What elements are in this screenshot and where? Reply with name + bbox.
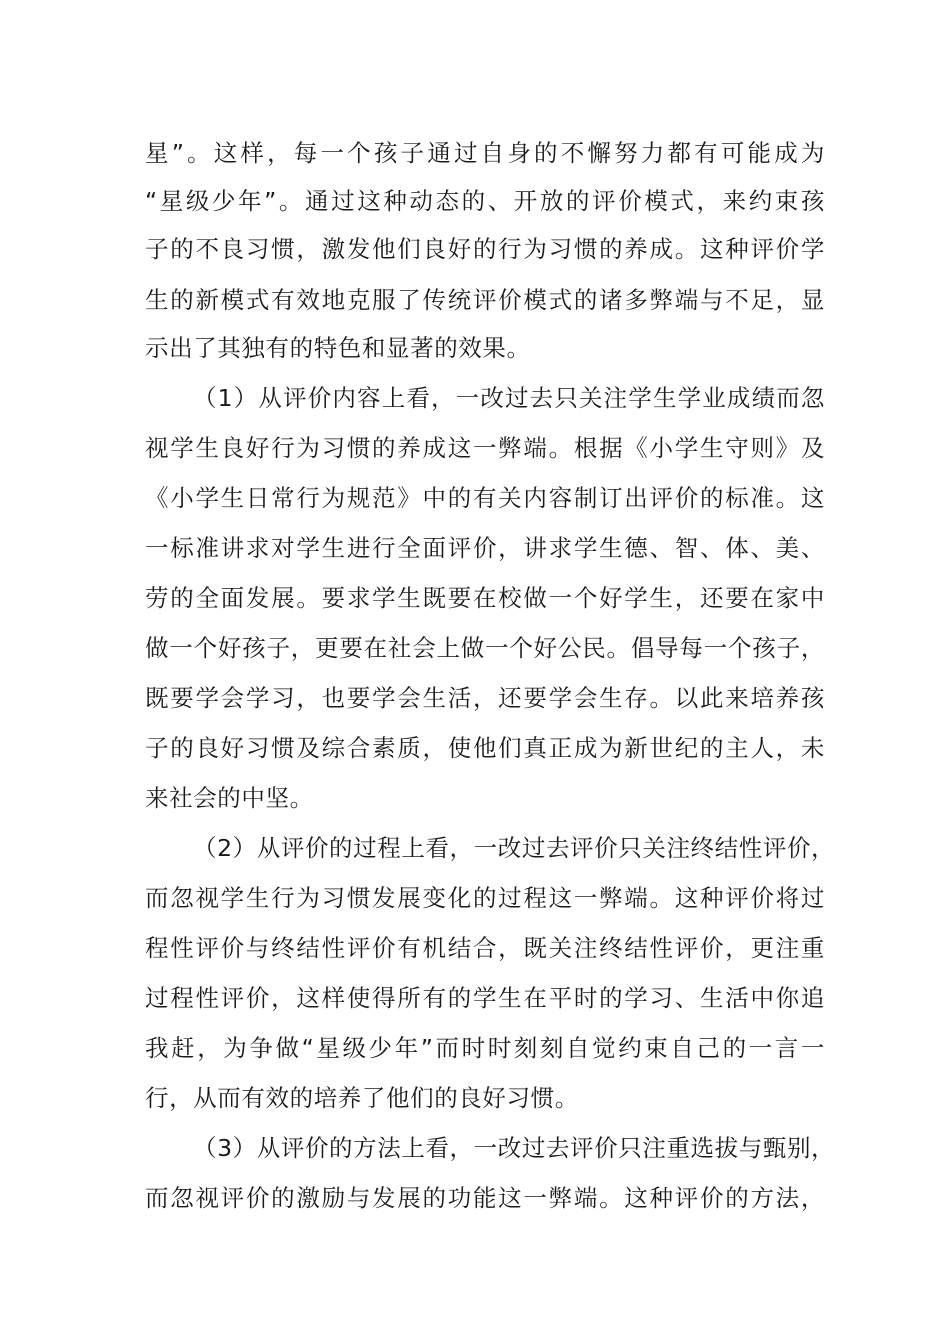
- text-line: 《小学生日常行为规范》中的有关内容制订出评价的标准。这: [145, 484, 825, 512]
- text-line: 劳的全面发展。要求学生既要在校做一个好学生，还要在家中: [145, 584, 825, 612]
- text-line: 子的良好习惯及综合素质，使他们真正成为新世纪的主人，未: [145, 734, 825, 762]
- text-line: 做一个好孩子，更要在社会上做一个好公民。倡导每一个孩子，: [145, 634, 825, 662]
- paragraph-first-line: （3）从评价的方法上看，一改过去评价只注重选拔与甄别，: [193, 1134, 836, 1162]
- text-line: 我赶，为争做“星级少年”而时时刻刻自觉约束自己的一言一: [145, 1034, 825, 1062]
- text-line: 程性评价与终结性评价有机结合，既关注终结性评价，更注重: [145, 934, 825, 962]
- paragraph-first-line: （2）从评价的过程上看，一改过去评价只关注终结性评价，: [193, 834, 836, 862]
- text-line: 过程性评价，这样使得所有的学生在平时的学习、生活中你追: [145, 984, 825, 1012]
- text-line: 一标准讲求对学生进行全面评价，讲求学生德、智、体、美、: [145, 534, 825, 562]
- text-line: 示出了其独有的特色和显著的效果。: [145, 334, 531, 362]
- text-line: “星级少年”。通过这种动态的、开放的评价模式，来约束孩: [145, 187, 825, 215]
- text-line: 星”。这样，每一个孩子通过自身的不懈努力都有可能成为: [145, 139, 825, 167]
- text-line: 而忽视学生行为习惯发展变化的过程这一弊端。这种评价将过: [145, 884, 825, 912]
- text-line: 视学生良好行为习惯的养成这一弊端。根据《小学生守则》及: [145, 434, 825, 462]
- text-line: 既要学会学习，也要学会生活，还要学会生存。以此来培养孩: [145, 684, 825, 712]
- text-line: 行，从而有效的培养了他们的良好习惯。: [145, 1084, 579, 1112]
- text-line: 而忽视评价的激励与发展的功能这一弊端。这种评价的方法，: [145, 1184, 825, 1212]
- text-line: 生的新模式有效地克服了传统评价模式的诸多弊端与不足，显: [145, 286, 825, 314]
- text-line: 子的不良习惯，激发他们良好的行为习惯的养成。这种评价学: [145, 235, 825, 263]
- paragraph-first-line: （1）从评价内容上看，一改过去只关注学生学业成绩而忽: [193, 384, 825, 412]
- text-line: 来社会的中坚。: [145, 784, 314, 812]
